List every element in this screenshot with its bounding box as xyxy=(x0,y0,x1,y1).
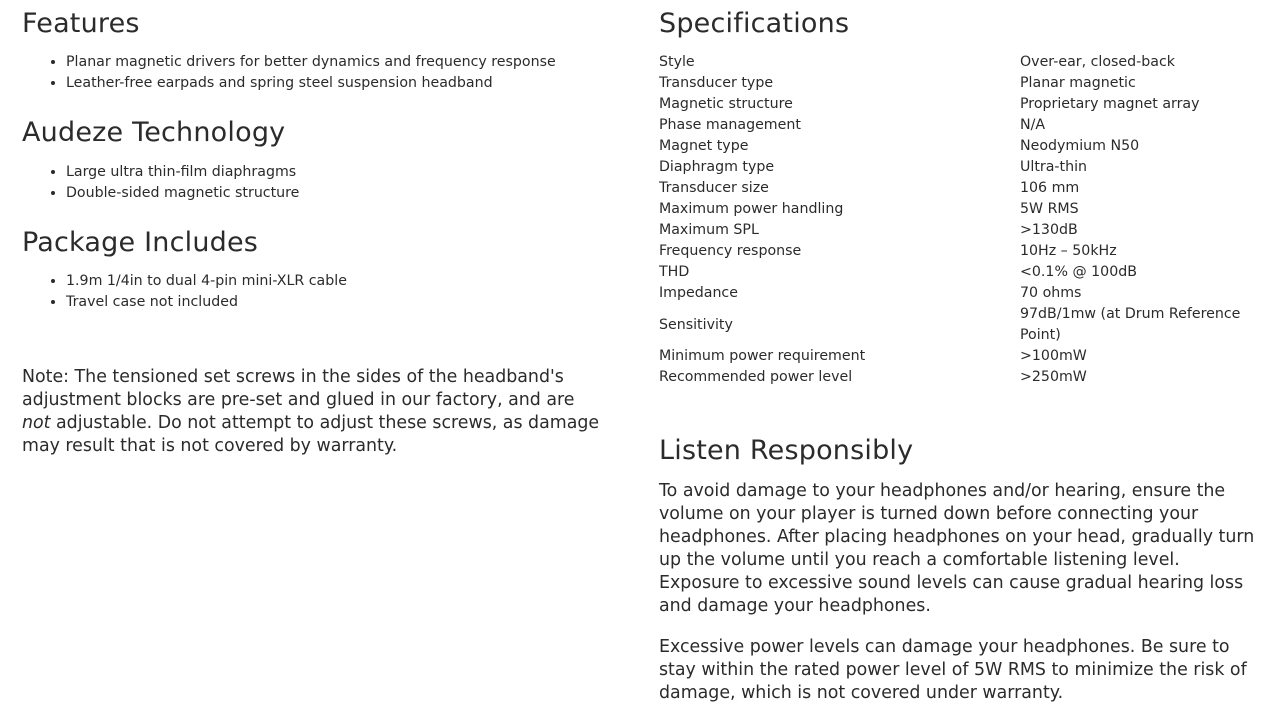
spec-value: <0.1% @ 100dB xyxy=(1020,264,1137,280)
spec-label: Frequency response xyxy=(659,243,802,259)
spec-label: Recommended power level xyxy=(659,369,853,385)
spec-value: 5W RMS xyxy=(1020,201,1079,217)
listen-paragraph-2: Excessive power levels can damage your headphones. Be sure to stay within the rated power level of 5W RMS to minimize the risk of damage, which is not covered under warranty. xyxy=(659,637,1247,703)
spec-label: Maximum SPL xyxy=(659,222,759,238)
spec-value: >250mW xyxy=(1020,369,1087,385)
list-item: • Leather-free earpads and spring steel suspension headband xyxy=(66,73,666,94)
table-row xyxy=(659,115,1264,136)
spec-label: Diaphragm type xyxy=(659,159,775,175)
warranty-note xyxy=(22,366,607,458)
spec-value: 97dB/1mw (at Drum Reference Point) xyxy=(1020,306,1241,343)
spec-label: Sensitivity xyxy=(659,316,733,333)
spec-value: N/A xyxy=(1020,117,1046,133)
spec-label: Transducer size xyxy=(659,180,769,196)
technology-list xyxy=(22,162,666,204)
specifications-table xyxy=(659,52,1264,388)
features-heading: Features xyxy=(22,8,140,39)
spec-label: Minimum power requirement xyxy=(659,348,866,364)
table-row xyxy=(659,283,1264,304)
note-text-before: Note: The tensioned set screws in the sides of the headband's adjustment blocks are pre-set and glued in our factory, and are xyxy=(22,367,575,410)
table-row xyxy=(659,304,1264,346)
spec-label: Impedance xyxy=(659,285,738,301)
spec-value: Neodymium N50 xyxy=(1020,138,1140,154)
features-list xyxy=(22,52,666,94)
note-emphasis: not xyxy=(22,413,51,433)
spec-value: Over-ear, closed-back xyxy=(1020,54,1175,70)
technology-heading: Audeze Technology xyxy=(22,117,286,148)
listen-responsibly-heading: Listen Responsibly xyxy=(659,435,914,466)
table-row xyxy=(659,262,1264,283)
spec-label: Style xyxy=(659,54,695,70)
list-item: • Large ultra thin-film diaphragms xyxy=(66,162,666,183)
spec-value: 106 mm xyxy=(1020,180,1080,196)
table-row xyxy=(659,220,1264,241)
spec-value: 70 ohms xyxy=(1020,285,1082,301)
table-row xyxy=(659,136,1264,157)
table-row xyxy=(659,157,1264,178)
listen-paragraph-1: To avoid damage to your headphones and/or hearing, ensure the volume on your player is turned down before connecting your headphones. After placing headphones on your head, gradually turn up the volume until you reach a comfortable listening level. Exposure to excessive sound levels can cause gradual hearing loss and damage your headphones. xyxy=(659,481,1255,616)
note-text-after: adjustable. Do not attempt to adjust these screws, as damage may result that is not covered by warranty. xyxy=(22,413,600,456)
spec-value: >100mW xyxy=(1020,348,1087,364)
table-row xyxy=(659,52,1264,73)
table-row xyxy=(659,94,1264,115)
package-heading: Package Includes xyxy=(22,227,259,258)
table-row xyxy=(659,73,1264,94)
spec-value: Planar magnetic xyxy=(1020,75,1136,91)
spec-label: Maximum power handling xyxy=(659,201,844,217)
spec-value: Ultra-thin xyxy=(1020,159,1088,175)
spec-value: Proprietary magnet array xyxy=(1020,96,1200,112)
table-row xyxy=(659,178,1264,199)
spec-value: 10Hz – 50kHz xyxy=(1020,243,1117,259)
spec-label: THD xyxy=(659,264,690,280)
table-row xyxy=(659,367,1264,388)
spec-label: Transducer type xyxy=(659,75,774,91)
spec-label: Magnet type xyxy=(659,138,749,154)
spec-value: >130dB xyxy=(1020,222,1078,238)
list-item: • Planar magnetic drivers for better dynamics and frequency response xyxy=(66,52,666,73)
list-item: • Double-sided magnetic structure xyxy=(66,183,666,204)
spec-label: Magnetic structure xyxy=(659,96,793,112)
specifications-heading: Specifications xyxy=(659,8,850,39)
table-row xyxy=(659,346,1264,367)
spec-label: Phase management xyxy=(659,117,801,133)
table-row xyxy=(659,241,1264,262)
package-list xyxy=(22,271,666,313)
table-row xyxy=(659,199,1264,220)
list-item: • 1.9m 1/4in to dual 4-pin mini-XLR cable xyxy=(66,271,666,292)
list-item: • Travel case not included xyxy=(66,292,666,313)
